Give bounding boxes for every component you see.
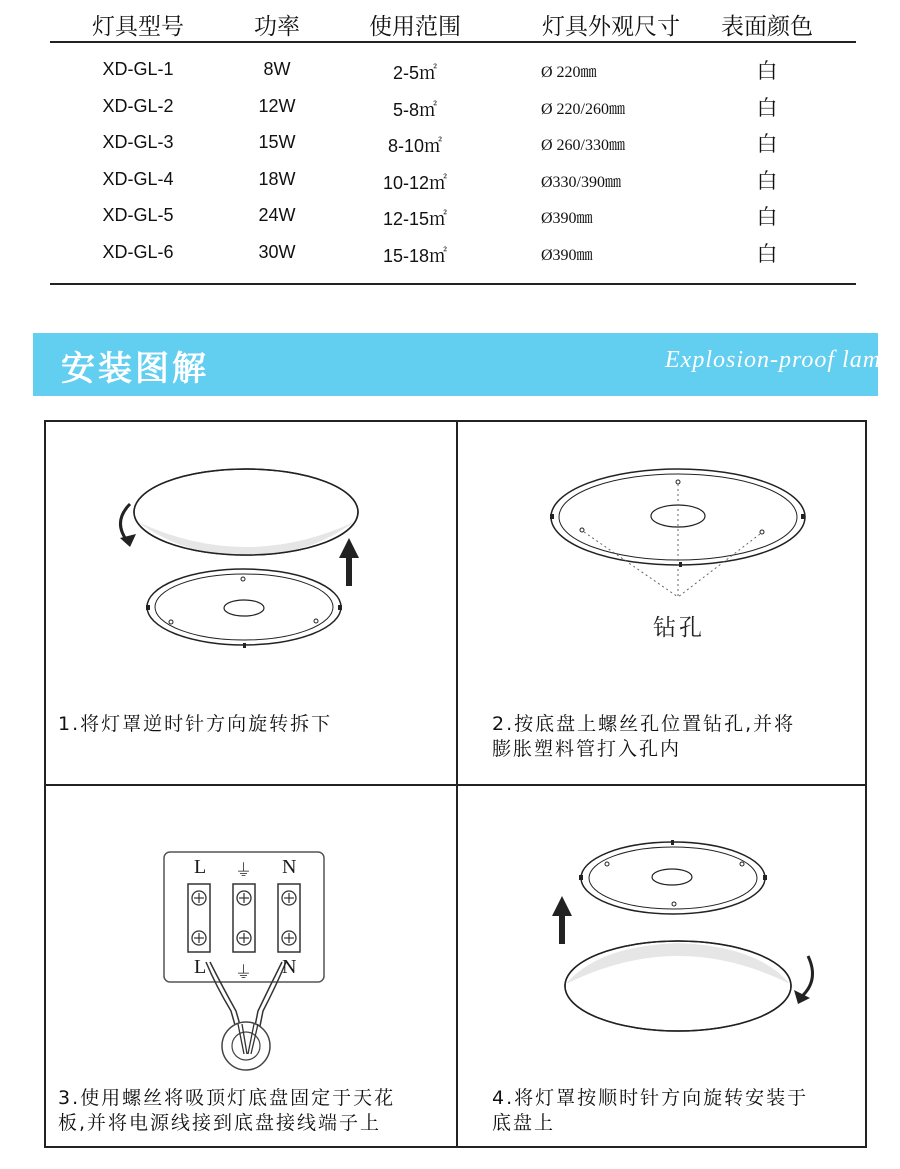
step-4-caption: 4.将灯罩按顺时针方向旋转安装于 底盘上: [492, 1087, 809, 1134]
table-bottom-rule: [50, 283, 856, 285]
step-3-caption: 3.使用螺丝将吸顶灯底盘固定于天花 板,并将电源线接到底盘接线端子上: [58, 1087, 396, 1134]
cell-power: 24W: [258, 205, 296, 226]
cell-power: 15W: [258, 132, 296, 153]
terminal-label-bottom-l: L: [194, 956, 207, 978]
wiring-illustration: [46, 786, 456, 1026]
terminal-label-top-l: L: [194, 856, 207, 878]
step-2: [458, 422, 869, 784]
ground-icon: ⏚: [235, 861, 252, 881]
cell-color: 白: [756, 59, 778, 83]
cell-range: 5-8㎡: [392, 99, 438, 120]
step-1: [46, 422, 456, 784]
cell-model: XD-GL-3: [102, 132, 174, 153]
cell-range: 10-12㎡: [382, 172, 448, 193]
cell-color: 白: [756, 241, 778, 266]
cell-power: 12W: [258, 95, 296, 116]
cell-size: Ø 220/260㎜: [541, 100, 626, 118]
table-row: [50, 51, 856, 88]
cell-power: 18W: [258, 168, 296, 189]
table-row: [50, 161, 856, 198]
cell-model: XD-GL-5: [102, 205, 174, 226]
ceiling-junction-icon: [216, 1016, 276, 1076]
cell-model: XD-GL-1: [102, 59, 174, 79]
table-row: [50, 124, 856, 161]
cell-color: 白: [756, 132, 778, 157]
cell-range: 2-5㎡: [392, 63, 438, 83]
header-size: 灯具外观尺寸: [542, 14, 680, 40]
ground-icon: ⏚: [235, 963, 252, 983]
cell-model: XD-GL-2: [102, 95, 174, 116]
up-arrow-icon: [552, 896, 572, 916]
cell-range: 15-18㎡: [382, 245, 448, 266]
step-2-caption: 2.按底盘上螺丝孔位置钻孔,并将 膨胀塑料管打入孔内: [492, 713, 796, 760]
cell-range: 8-10㎡: [387, 136, 443, 157]
table-row: [50, 234, 856, 271]
terminal-label-bottom-n: N: [282, 956, 297, 978]
cell-size: Ø390㎜: [541, 246, 593, 264]
step-3: [46, 786, 456, 1148]
up-arrow-icon: [339, 538, 359, 558]
installation-steps: [44, 420, 867, 1148]
step-1-caption: 1.将灯罩逆时针方向旋转拆下: [58, 713, 333, 735]
cell-size: Ø330/390㎜: [541, 173, 622, 191]
cell-color: 白: [756, 95, 778, 120]
cell-size: Ø390㎜: [541, 210, 593, 228]
table-row: [50, 88, 856, 125]
spec-table: [50, 0, 856, 271]
drill-label: 钻孔: [653, 615, 705, 641]
header-model: 灯具型号: [92, 14, 184, 40]
cell-size: Ø 260/330㎜: [541, 137, 626, 155]
banner-title: 安装图解: [61, 349, 209, 389]
table-row: [50, 197, 856, 234]
cell-model: XD-GL-4: [102, 168, 174, 189]
cell-color: 白: [756, 205, 778, 230]
remove-cover-illustration: [46, 422, 456, 692]
cell-model: XD-GL-6: [102, 241, 174, 262]
cell-power: 30W: [258, 241, 296, 262]
spec-table-header: [50, 0, 856, 43]
install-cover-illustration: [458, 786, 869, 1066]
terminal-label-top-n: N: [282, 856, 297, 878]
header-range: 使用范围: [369, 14, 461, 40]
cell-color: 白: [756, 168, 778, 193]
cell-size: Ø 220㎜: [541, 64, 597, 81]
header-color: 表面颜色: [721, 14, 813, 40]
step-4: [458, 786, 869, 1148]
banner-subtitle: Explosion-proof lamp: [665, 347, 895, 373]
cell-range: 12-15㎡: [382, 209, 448, 230]
cell-power: 8W: [263, 59, 291, 79]
header-power: 功率: [254, 14, 300, 40]
section-banner: [33, 333, 895, 396]
